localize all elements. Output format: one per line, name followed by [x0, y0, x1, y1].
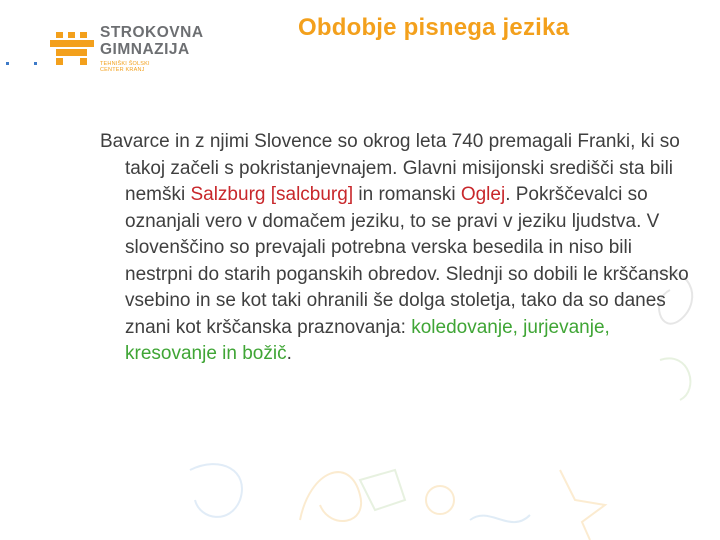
logo-line-strokovna: STROKOVNA: [100, 24, 204, 41]
logo-line-center: CENTER KRANJ: [100, 67, 145, 73]
logo-line-tehniski: TEHNIŠKI ŠOLSKI: [100, 61, 150, 67]
logo-text: [100, 24, 204, 73]
paragraph-text-2: in romanski: [353, 184, 461, 205]
paragraph-text-3: . Pokrščevalci so oznanjali vero v domačem jeziku, to se pravi v jeziku ljudstva. V slovenščino so prevajali potrebna verska besedila in niso bili nestrpni do starih poganskih obredov. Slednji so dobili le krščansko vsebino in se kot taki ohranili še dolga stoletja, tako da so danes znani kot krščanska praznovanja:: [125, 184, 689, 338]
school-logo: [50, 22, 210, 74]
doodle-circle: [426, 486, 454, 514]
logo-line-gimnazija: GIMNAZIJA: [100, 41, 190, 58]
paragraph-text-1: Bavarce in z njimi Slovence so okrog leta 740 premagali Franki, ki so takoj začeli s pokristanjevnajem. Glavni misijonski središči sta bili nemški: [100, 131, 680, 205]
logo-pixel-icon: [50, 28, 94, 68]
slide-body: [100, 129, 690, 368]
doodle-wave: [470, 515, 530, 522]
body-paragraph: [100, 129, 690, 368]
place-salzburg: Salzburg [salcburg]: [190, 184, 354, 205]
slide-title: Obdobje pisnega jezika: [298, 14, 570, 41]
holiday-list: koledovanje, jurjevanje, kresovanje in božič: [125, 316, 610, 364]
doodle-star: [560, 470, 605, 540]
doodle-bottom-left: [190, 464, 242, 517]
doodle-key: [360, 470, 405, 510]
paragraph-text-4: .: [286, 343, 292, 364]
doodle-swirl-1: [300, 472, 361, 521]
place-oglej: Oglej: [460, 184, 506, 205]
